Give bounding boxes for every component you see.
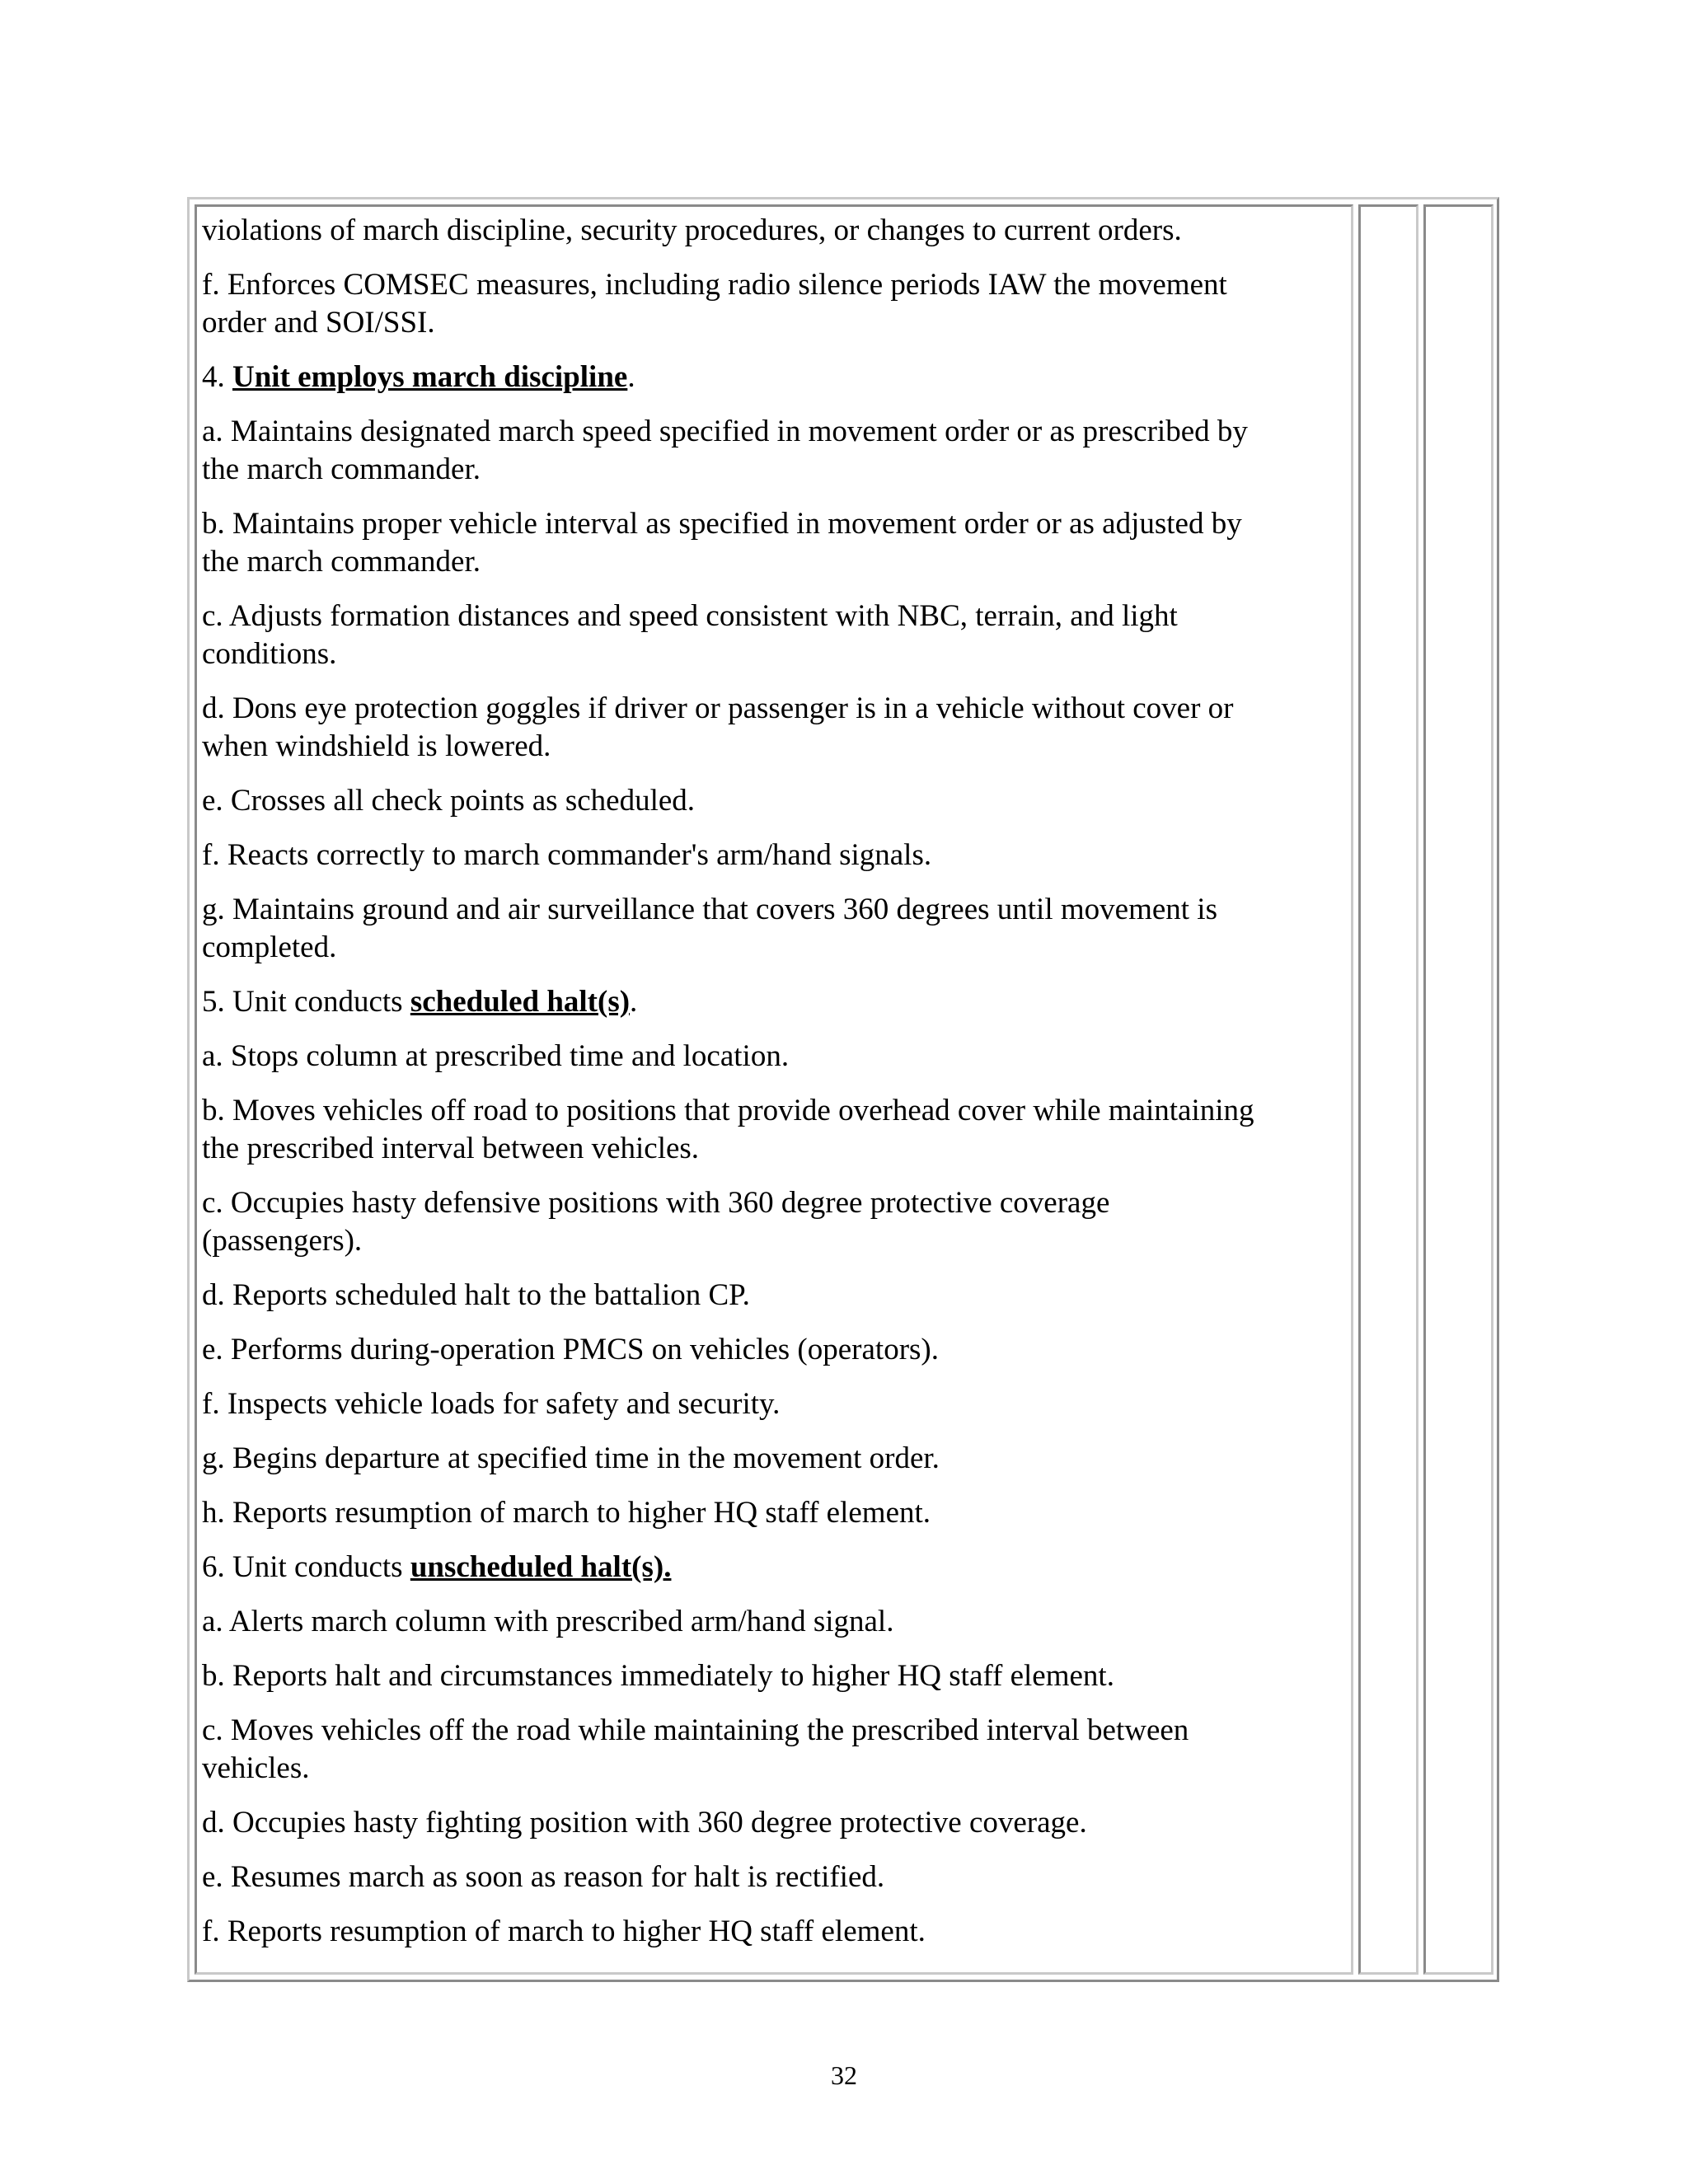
step-line: b. Reports halt and circumstances immediately to higher HQ staff element. — [202, 1659, 1114, 1693]
step-line: a. Stops column at prescribed time and location. — [202, 1039, 790, 1073]
step-heading-emphasis: scheduled halt(s) — [410, 985, 631, 1019]
step-line: violations of march discipline, security procedures, or changes to current orders. — [202, 213, 1182, 247]
step-text: b. Maintains proper vehicle interval as specified in movement order or as adjusted by — [202, 507, 1242, 541]
step-line: e. Performs during-operation PMCS on vehicles (operators). — [202, 1333, 939, 1366]
step-text: c. Adjusts formation distances and speed consistent with NBC, terrain, and light — [202, 599, 1178, 633]
step-text: order and SOI/SSI. — [202, 306, 435, 340]
task-steps-cell — [195, 204, 1353, 1975]
step-text: (passengers). — [202, 1224, 363, 1258]
step-line — [202, 690, 1351, 766]
step-line — [202, 598, 1351, 673]
step-heading-prefix: 4. — [202, 360, 232, 394]
step-line: d. Occupies hasty fighting position with 360 degree protective coverage. — [202, 1806, 1087, 1840]
step-line — [202, 505, 1351, 581]
step-line: g. Begins departure at specified time in the movement order. — [202, 1441, 940, 1475]
step-line — [202, 891, 1351, 967]
step-text: g. Maintains ground and air surveillance that covers 360 degrees until movement is — [202, 893, 1217, 926]
step-line — [202, 1712, 1351, 1788]
step-line: f. Reports resumption of march to higher HQ staff element. — [202, 1915, 926, 1948]
step-text: d. Dons eye protection goggles if driver or passenger is in a vehicle without cover or — [202, 691, 1234, 725]
no-go-column-cell — [1423, 204, 1493, 1975]
step-text: vehicles. — [202, 1751, 310, 1785]
step-text: c. Occupies hasty defensive positions with 360 degree protective coverage — [202, 1186, 1110, 1220]
task-steps-table — [187, 197, 1499, 1982]
step-heading — [202, 1549, 1351, 1586]
step-line: e. Crosses all check points as scheduled. — [202, 784, 696, 818]
step-heading-suffix: . — [627, 360, 635, 394]
step-line — [202, 1184, 1351, 1260]
step-heading-suffix: . — [630, 985, 638, 1019]
step-text: the march commander. — [202, 452, 481, 486]
step-line: d. Reports scheduled halt to the battalion CP. — [202, 1278, 750, 1312]
step-text: b. Moves vehicles off road to positions that provide overhead cover while maintaining — [202, 1094, 1254, 1127]
step-text: the march commander. — [202, 545, 481, 579]
step-heading-prefix: 5. Unit conducts — [202, 985, 410, 1019]
step-line: f. Inspects vehicle loads for safety and security. — [202, 1387, 781, 1421]
step-line — [202, 266, 1351, 342]
step-line — [202, 413, 1351, 489]
step-text: c. Moves vehicles off the road while maintaining the prescribed interval between — [202, 1713, 1189, 1747]
page-number: 32 — [831, 2060, 857, 2090]
step-line: e. Resumes march as soon as reason for halt is rectified. — [202, 1860, 885, 1894]
go-column-cell — [1358, 204, 1418, 1975]
step-heading — [202, 359, 1351, 396]
step-line — [202, 1092, 1351, 1168]
step-text: the prescribed interval between vehicles. — [202, 1132, 700, 1165]
step-heading-emphasis: Unit employs march discipline — [232, 360, 628, 394]
step-line: f. Reacts correctly to march commander's arm/hand signals. — [202, 838, 932, 872]
step-text: completed. — [202, 930, 337, 964]
step-text: conditions. — [202, 637, 337, 671]
step-line: a. Alerts march column with prescribed arm/hand signal. — [202, 1605, 894, 1638]
step-text: a. Maintains designated march speed specified in movement order or as prescribed by — [202, 415, 1248, 448]
step-text: f. Enforces COMSEC measures, including radio silence periods IAW the movement — [202, 268, 1227, 302]
step-text: when windshield is lowered. — [202, 729, 551, 763]
step-heading-prefix: 6. Unit conducts — [202, 1550, 410, 1584]
step-heading — [202, 983, 1351, 1021]
step-line: h. Reports resumption of march to higher HQ staff element. — [202, 1496, 931, 1530]
step-heading-emphasis: unscheduled halt(s). — [410, 1550, 672, 1584]
